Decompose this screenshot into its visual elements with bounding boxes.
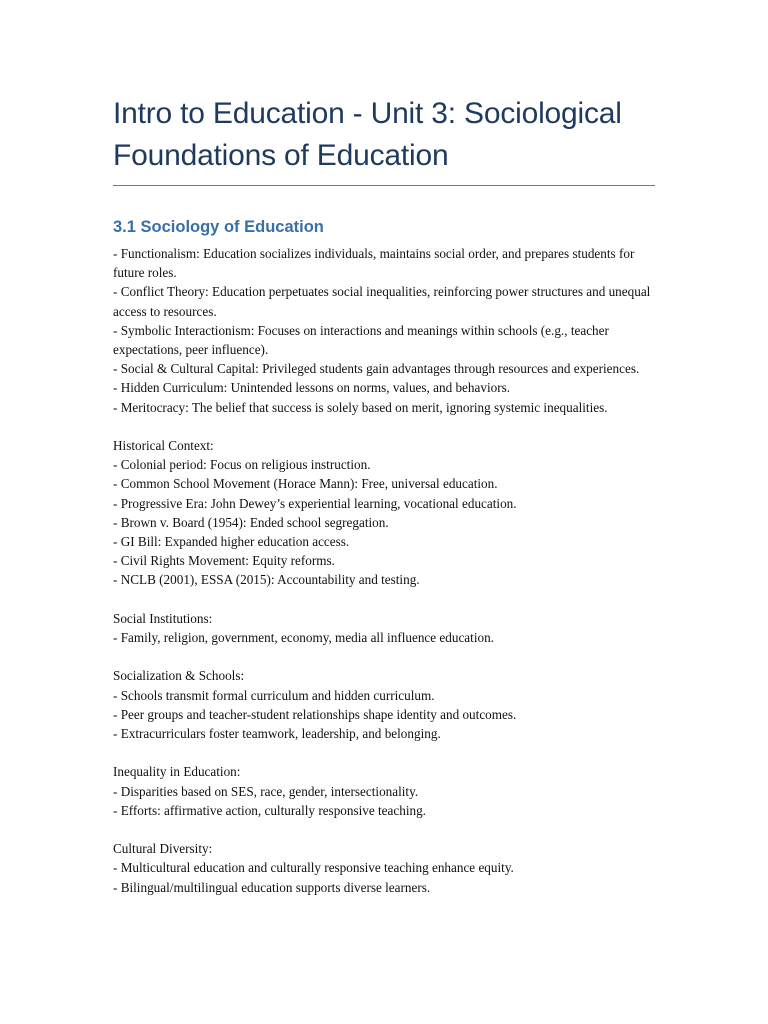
social-institutions-block: [113, 609, 655, 647]
list-item: - Meritocracy: The belief that success is solely based on merit, ignoring systemic inequalities.: [113, 399, 608, 415]
inequality-block: [113, 762, 655, 820]
paragraph-gap: [113, 417, 655, 436]
list-item: - Peer groups and teacher-student relationships shape identity and outcomes.: [113, 706, 517, 722]
list-item: - NCLB (2001), ESSA (2015): Accountability and testing.: [113, 572, 420, 588]
list-item: - Hidden Curriculum: Unintended lessons on norms, values, and behaviors.: [113, 380, 511, 396]
sociology-list: [113, 244, 655, 417]
list-item: - Conflict Theory: Education perpetuates social inequalities, reinforcing power structures and unequal access to resources.: [113, 284, 651, 319]
list-item: - Civil Rights Movement: Equity reforms.: [113, 553, 335, 569]
list-item: - Bilingual/multilingual education supports diverse learners.: [113, 879, 431, 895]
paragraph-gap: [113, 743, 655, 762]
cultural-diversity-block: [113, 839, 655, 897]
list-item: - Disparities based on SES, race, gender, intersectionality.: [113, 783, 419, 799]
document-page: [113, 93, 655, 897]
list-item: - Schools transmit formal curriculum and hidden curriculum.: [113, 687, 435, 703]
section-heading: 3.1 Sociology of Education: [113, 218, 324, 236]
subsection-heading: Historical Context:: [113, 438, 214, 454]
list-item: - Progressive Era: John Dewey’s experiential learning, vocational education.: [113, 495, 517, 511]
subsection-heading: Cultural Diversity:: [113, 841, 213, 857]
document-title: Intro to Education - Unit 3: Sociological Foundations of Education: [113, 93, 655, 186]
list-item: - Social & Cultural Capital: Privileged students gain advantages through resources and experiences.: [113, 361, 640, 377]
socialization-schools-block: [113, 666, 655, 743]
paragraph-gap: [113, 647, 655, 666]
list-item: - Family, religion, government, economy, media all influence education.: [113, 630, 494, 646]
list-item: - Extracurriculars foster teamwork, leadership, and belonging.: [113, 726, 441, 742]
subsection-heading: Social Institutions:: [113, 610, 213, 626]
historical-context-block: [113, 436, 655, 590]
list-item: - Multicultural education and culturally responsive teaching enhance equity.: [113, 860, 514, 876]
paragraph-gap: [113, 820, 655, 839]
list-item: - Efforts: affirmative action, culturally responsive teaching.: [113, 802, 426, 818]
subsection-heading: Inequality in Education:: [113, 764, 241, 780]
list-item: - Symbolic Interactionism: Focuses on interactions and meanings within schools (e.g., teacher expectations, peer influence).: [113, 322, 609, 358]
list-item: - GI Bill: Expanded higher education access.: [113, 534, 350, 550]
list-item: - Colonial period: Focus on religious instruction.: [113, 457, 371, 473]
paragraph-gap: [113, 590, 655, 609]
list-item: - Functionalism: Education socializes individuals, maintains social order, and prepares students for future roles.: [113, 246, 635, 281]
list-item: - Brown v. Board (1954): Ended school segregation.: [113, 514, 389, 530]
subsection-heading: Socialization & Schools:: [113, 668, 245, 684]
list-item: - Common School Movement (Horace Mann): Free, universal education.: [113, 476, 498, 492]
